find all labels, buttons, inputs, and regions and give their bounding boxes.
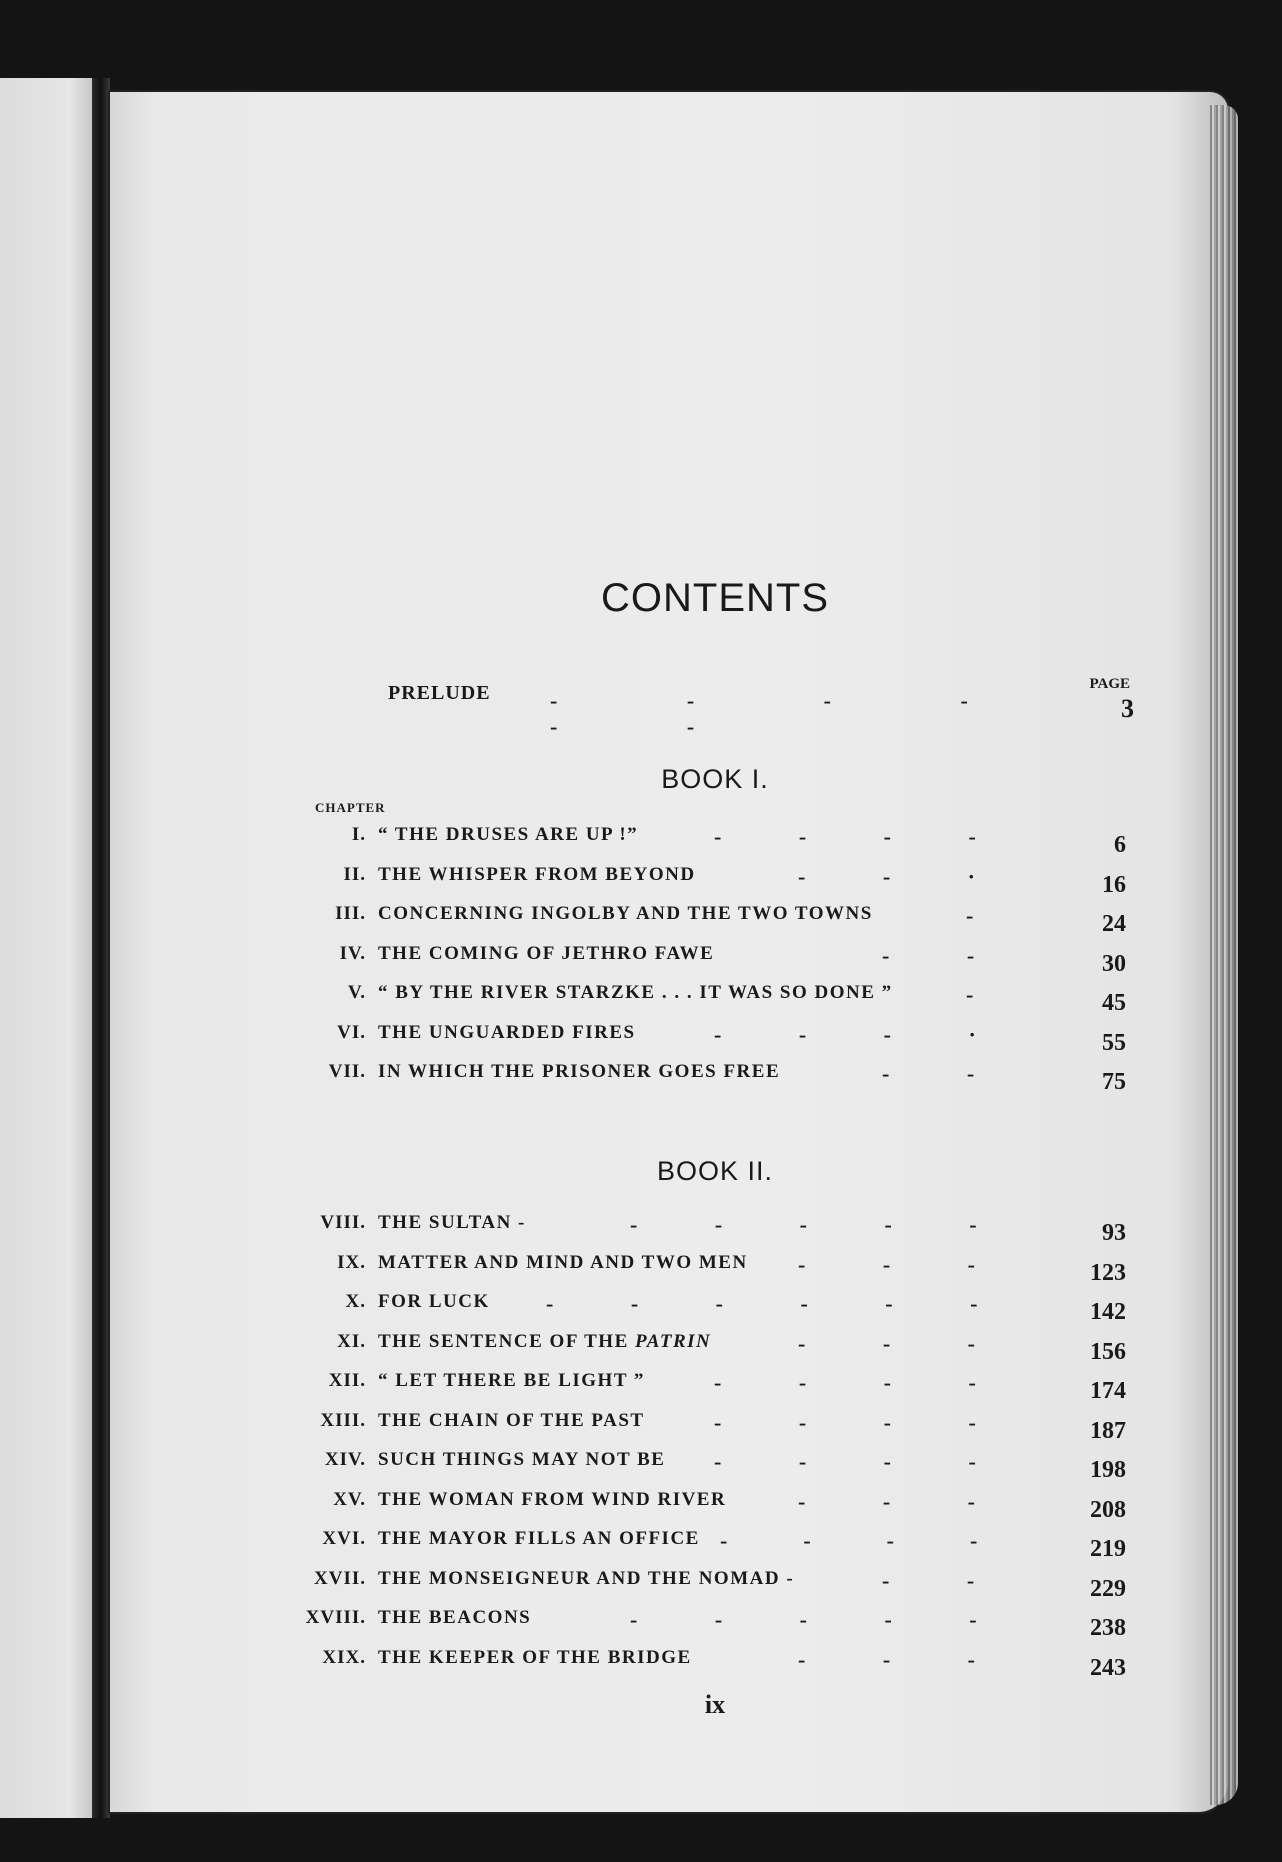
chapter-title-text: MATTER AND MIND AND TWO MEN (378, 1251, 748, 1273)
toc-entry (260, 1212, 1140, 1248)
prelude-title: PRELUDE (388, 682, 491, 704)
chapter-page-number: 156 (1090, 1338, 1126, 1365)
chapter-number: III. (335, 903, 366, 924)
chapter-page-number: 6 (1114, 832, 1126, 858)
page-block-edge (1210, 105, 1238, 1805)
chapter-page-number: 30 (1102, 950, 1126, 977)
chapter-title (378, 943, 714, 965)
book-spine (92, 78, 110, 1818)
chapter-number: IX. (337, 1251, 366, 1273)
chapter-title (378, 1331, 711, 1353)
toc-entry (260, 903, 1140, 939)
chapter-title (378, 903, 873, 925)
dot-leader: - - - - (714, 1409, 976, 1435)
chapter-page-number: 174 (1090, 1378, 1126, 1404)
chapter-title (378, 1647, 692, 1669)
contents-page (110, 92, 1228, 1812)
chapter-title (378, 1528, 700, 1550)
chapter-title-text: “ LET THERE BE LIGHT ” (378, 1370, 645, 1391)
chapter-title-text: THE WHISPER FROM BEYOND (378, 863, 696, 885)
dot-leader: - - - - (720, 1528, 978, 1553)
page-title: CONTENTS (601, 576, 829, 620)
chapter-page-number: 238 (1090, 1615, 1126, 1641)
chapter-title-text: THE CHAIN OF THE PAST (378, 1409, 645, 1431)
chapter-column-label: CHAPTER (315, 800, 386, 815)
chapter-page-number: 208 (1090, 1496, 1126, 1523)
chapter-number: XVIII. (305, 1607, 366, 1628)
prelude-leader: - - - - - - (550, 688, 1030, 739)
chapter-title (378, 1022, 636, 1044)
dot-leader: - - - - (714, 1449, 976, 1474)
chapter-page-number: 229 (1090, 1575, 1126, 1602)
chapter-title (378, 1410, 645, 1432)
dot-leader: - - (882, 942, 975, 968)
chapter-number: XVI. (322, 1528, 366, 1549)
chapter-title (378, 864, 696, 886)
dot-leader: - (966, 903, 974, 928)
toc-entry (260, 1607, 1140, 1643)
chapter-page-number: 219 (1090, 1536, 1126, 1562)
dot-leader: - (966, 982, 974, 1007)
chapter-number: X. (345, 1291, 366, 1312)
chapter-number: IV. (339, 942, 366, 964)
chapter-number: XII. (328, 1370, 366, 1391)
chapter-number: XVII. (314, 1567, 366, 1589)
chapter-title (378, 1489, 726, 1511)
chapter-number: XIV. (324, 1449, 366, 1470)
chapter-title (378, 1291, 490, 1313)
dot-leader: - - (882, 1567, 975, 1593)
chapter-page-number: 243 (1090, 1654, 1126, 1681)
toc-entry (260, 1528, 1140, 1564)
chapter-page-number: 187 (1090, 1417, 1126, 1444)
chapter-title-text: THE MAYOR FILLS AN OFFICE (378, 1528, 700, 1549)
chapter-title-text: FOR LUCK (378, 1291, 490, 1312)
chapter-title-text: CONCERNING INGOLBY AND THE TWO TOWNS (378, 903, 873, 924)
dot-leader: - - - (798, 1646, 975, 1672)
toc-entry (260, 1022, 1140, 1058)
chapter-page-number: 16 (1102, 871, 1126, 898)
chapter-title-text: THE KEEPER OF THE BRIDGE (378, 1646, 692, 1668)
dot-leader: - - - - - - (546, 1291, 978, 1316)
chapter-title (378, 1568, 794, 1590)
toc-entry (260, 1331, 1140, 1367)
toc-entry (260, 1370, 1140, 1406)
chapter-number: V. (347, 982, 366, 1003)
toc-entry (260, 1489, 1140, 1525)
page-column-label: PAGE (1089, 676, 1130, 692)
chapter-title-italic: PATRIN (635, 1330, 712, 1352)
toc-entry (260, 824, 1140, 860)
dot-leader: - - - · (714, 1021, 976, 1047)
dot-leader: - - - (798, 1251, 975, 1277)
chapter-page-number: 142 (1090, 1299, 1126, 1325)
facing-page-edge (0, 78, 100, 1818)
dot-leader: - - - - (714, 824, 976, 849)
folio-page-number: ix (704, 1690, 726, 1719)
toc-entry (260, 1291, 1140, 1327)
dot-leader: - - - - - (630, 1212, 977, 1237)
chapter-page-number: 75 (1102, 1069, 1126, 1095)
toc-entry (260, 1252, 1140, 1288)
chapter-title-text: SUCH THINGS MAY NOT BE (378, 1449, 666, 1470)
dot-leader: - - - (798, 1488, 975, 1514)
chapter-title-text: “ BY THE RIVER STARZKE . . . IT WAS SO DONE ” (378, 982, 893, 1003)
chapter-page-number: 123 (1090, 1259, 1126, 1286)
chapter-title-text: THE WOMAN FROM WIND RIVER (378, 1488, 727, 1510)
dot-leader: - - - - (714, 1370, 976, 1395)
dot-leader: - - (882, 1061, 975, 1086)
chapter-title-text: THE UNGUARDED FIRES (378, 1021, 636, 1043)
book-heading: BOOK I. (661, 764, 769, 794)
dot-leader: - - - (798, 1330, 975, 1356)
chapter-title (378, 824, 638, 846)
chapter-number: VIII. (320, 1212, 366, 1233)
chapter-number: VII. (328, 1061, 366, 1082)
chapter-title (378, 1252, 748, 1274)
chapter-number: XV. (333, 1488, 366, 1510)
chapter-title (378, 1061, 780, 1083)
chapter-number: VI. (337, 1021, 366, 1043)
toc-entry (260, 943, 1140, 979)
chapter-title-text: THE COMING OF JETHRO FAWE (378, 942, 715, 964)
chapter-title (378, 1370, 645, 1392)
toc-entry (260, 1568, 1140, 1604)
chapter-number: XI. (337, 1330, 366, 1352)
toc-entry (260, 982, 1140, 1018)
dot-leader: - - · (798, 863, 975, 889)
chapter-number: I. (351, 824, 366, 845)
chapter-page-number: 198 (1090, 1457, 1126, 1483)
chapter-title (378, 982, 893, 1004)
chapter-title-text: THE BEACONS (378, 1607, 532, 1628)
chapter-title-text: THE MONSEIGNEUR AND THE NOMAD - (378, 1567, 795, 1589)
chapter-title-text: THE SULTAN - (378, 1212, 526, 1233)
chapter-title-text: THE SENTENCE OF THE (378, 1330, 629, 1352)
chapter-title (378, 1607, 531, 1629)
chapter-title (378, 1449, 665, 1471)
prelude-page-number: 3 (1121, 694, 1134, 723)
chapter-page-number: 24 (1102, 911, 1126, 937)
chapter-number: XIII. (320, 1409, 366, 1431)
chapter-page-number: 93 (1102, 1220, 1126, 1246)
dot-leader: - - - - - (630, 1607, 977, 1632)
book-heading: BOOK II. (656, 1156, 774, 1186)
chapter-page-number: 55 (1102, 1029, 1126, 1056)
chapter-title-text: IN WHICH THE PRISONER GOES FREE (378, 1061, 781, 1082)
toc-entry (260, 1647, 1140, 1683)
toc-entry (260, 1061, 1140, 1097)
toc-entry (260, 1410, 1140, 1446)
chapter-number: XIX. (322, 1646, 366, 1668)
chapter-title (378, 1212, 526, 1234)
toc-entry (260, 1449, 1140, 1485)
chapter-number: II. (343, 863, 366, 885)
chapter-title-text: “ THE DRUSES ARE UP !” (378, 824, 639, 845)
chapter-page-number: 45 (1102, 990, 1126, 1016)
toc-entry (260, 864, 1140, 900)
